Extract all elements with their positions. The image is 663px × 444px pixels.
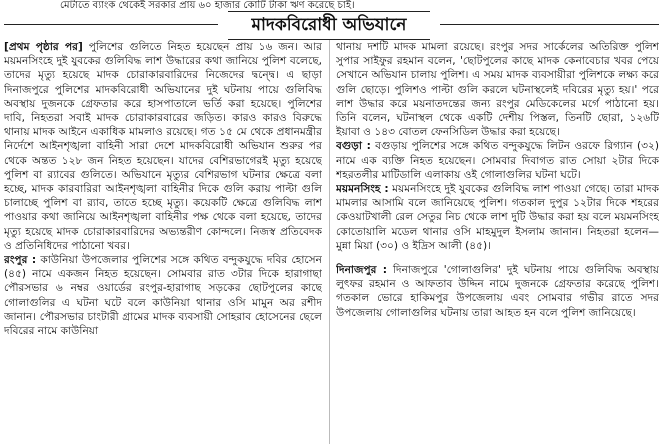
dateline-bogura: বগুড়া : — [336, 140, 371, 153]
dateline-mymensingh: ময়মনসিংহ : — [336, 183, 389, 196]
dateline-dinajpur: দিনাজপুর : — [336, 264, 388, 277]
continuation-marker: [প্রথম পৃষ্ঠার পর] — [4, 41, 83, 53]
headline-rule-right — [440, 24, 659, 25]
headline-text: মাদকবিরোধী অভিযানে — [251, 14, 407, 35]
rangpur-text: কাউনিয়া উপজেলার পুলিশের সঙ্গে কথিত বন্দুকযুদ্ধে দবির হোসেন (৪৫) নামে একজন নিহত হয়েছেন। সোমবার রাত ৩টার দিকে হারাগাছা পৌরসভার ৬ নম্বর ওয়ার্ডের রংপুর-হারাগাছ সড়কের ছোটপুলের কাছে গোলাগুলির এ ঘটনা ঘটে বলে কাউনিয়া থানার ওসি মামুন অর রশীদ জানান। পৌরসভার চাংটারী গ্রামের মাদক ব্যবসায়ী সোহরাব হোসেনের ছেলে দবিরের নামে কাউনিয়া — [4, 254, 322, 338]
paragraph-spacer — [336, 253, 659, 263]
bogura-text: বগুড়ায় পুলিশের সঙ্গে কথিত বন্দুকযুদ্ধে লিটন ওরফে রিগ্যান (৩২) নামে এক ব্যক্তি নিহত হয়েছেন। সোমবার দিবাগত রাত সোয়া ২টার দিকে শহরতলীর মাটিডালি এলাকায় ওই গোলাগুলির ঘটনা ঘটে। — [336, 140, 659, 181]
article-column-right — [336, 40, 659, 444]
article-column-left — [4, 40, 322, 444]
paragraph-bogura — [336, 139, 659, 182]
intro-text: পুলিশের গুলিতে নিহত হয়েছেন প্রায় ১৬ জন। আর ময়মনসিংহে দুই যুবকের গুলিবিদ্ধ লাশ উদ্ধারের কথা জানিয়ে পুলিশ বলেছে, তাদের মৃত্যু হয়েছে মাদক চোরাকারবারিদের নিজেদের দ্বন্দ্বে। এ ছাড়া দিনাজপুরে পুলিশের মাদকবিরোধী অভিযানের দুই ঘটনায় পায়ে গুলিবিদ্ধ অবস্থায় দুজনকে গ্রেফতার করে হাসপাতালে ভর্তি করা হয়েছে। পুলিশের দাবি, নিহতরা সবাই মাদক চোরাকারবারের জড়িত। কারও কারও বিরুদ্ধে থানায় মাদক আইনে একাধিক মামলাও রয়েছে। গত ১৫ মে থেকে প্রধানমন্ত্রীর নির্দেশে আইনশৃঙ্খলা বাহিনী সারা দেশে মাদকবিরোধী অভিযান শুরুর পর থেকে অন্তত ১২৮ জন নিহত হয়েছেন। যাদের বেশিরভাগেরই মৃত্যু হয়েছে পুলিশ বা র‌্যাবের গুলিতে। অভিযানে মৃত্যুর বেশিরভাগ ঘটনার ক্ষেত্রে বলা হচ্ছে, মাদক কারবারিরা আইনশৃঙ্খলা বাহিনীর দিকে গুলি করায় পাল্টা গুলি চালাচ্ছে পুলিশ বা র‌্যাব, তাতে হচ্ছে মৃত্যু। কয়েকটি ক্ষেত্রে গুলিবিদ্ধ লাশ পাওয়ার কথা জানিয়ে আইনশৃঙ্খলা বাহিনীর পক্ষ থেকে বলা হয়েছে, তাদের মৃত্যু হয়েছে মাদক চোরাকারবারিদের অভ্যন্তরীণ কোন্দলে। নিজস্ব প্রতিবেদক ও প্রতিনিধিদের পাঠানো খবর। — [4, 41, 322, 252]
article-headline — [228, 11, 430, 40]
previous-article-tail: মেটাতে ব্যাংক থেকেই সরকার প্রায় ৬০ হাজার কোটি টাকা ঋণ করেছে চাই। — [60, 0, 355, 11]
paragraph-mymensingh — [336, 182, 659, 253]
paragraph-intro — [4, 40, 322, 253]
mymensingh-text: ময়মনসিংহে দুই যুবকের গুলিবিদ্ধ লাশ পাওয়া গেছে। তারা মাদক মামলার আসামি বলে জানিয়েছে পুলিশ। গতকাল দুপুর ১২টার দিকে শহরের কেওয়াটখালী রেল সেতুর নিচ থেকে লাশ দুটি উদ্ধার করা হয় বলে ময়মনসিংহ কোতোয়ালি মডেল থানার ওসি মাহমুদুল ইসলাম জানান। নিহতরা হলেন— মুন্না মিয়া (৩০) ও ইদ্রিস আলী (৪৫)। — [336, 183, 659, 252]
paragraph-dinajpur — [336, 263, 659, 320]
paragraph-rangpur-cont: থানায় দশটি মাদক মামলা রয়েছে। রংপুর সদর সার্কেলের অতিরিক্ত পুলিশ সুপার সাইফুর রহমান বলেন, 'ছোটপুলের কাছে মাদক কেনাবেচার খবর পেয়ে সেখানে অভিযান চালায় পুলিশ। এ সময় মাদক ব্যবসায়ীরা পুলিশকে লক্ষ্য করে গুলি ছোড়ে। পুলিশও পাল্টা গুলি করলে ঘটনাস্থলেই দবিরের মৃত্যু হয়।' পরে লাশ উদ্ধার করে ময়নাতদন্তের জন্য রংপুর মেডিকেলের মর্গে পাঠানো হয়। তিনি বলেন, ঘটনাস্থল থেকে একটি দেশীয় পিস্তল, তিনটি ছোরা, ১২৬টি ইয়াবা ও ১৪৩ বোতল ফেনসিডিল উদ্ধার করা হয়েছে। — [336, 41, 659, 139]
headline-rule-left — [4, 24, 218, 25]
dinajpur-text: দিনাজপুরে 'গোলাগুলির' দুই ঘটনায় পায়ে গুলিবিদ্ধ অবস্থায় লুৎফর রহমান ও আফতাব উদ্দিন নামে দুজনকে গ্রেফতার করেছে পুলিশ। গতকাল ভোরে হাকিমপুর উপজেলায় এবং সোমবার গভীর রাতে সদর উপজেলায় গোলাগুলির ঘটনায় তারা আহত হন বলে পুলিশ জানিয়েছে। — [336, 264, 659, 319]
column-divider — [329, 40, 330, 444]
paragraph-rangpur — [4, 253, 322, 338]
dateline-rangpur: রংপুর : — [4, 254, 37, 267]
